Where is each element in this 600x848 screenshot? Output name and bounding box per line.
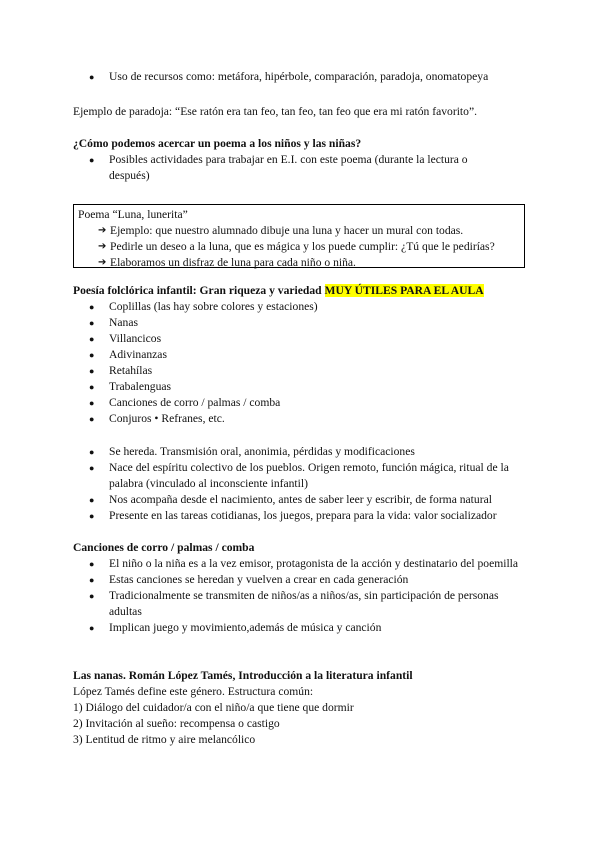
bullet-icon: ● [89, 334, 95, 344]
bullet-icon: ● [89, 318, 95, 328]
list-item: ● Retahílas [89, 364, 153, 377]
bullet-icon: ● [89, 447, 95, 457]
bullet-icon: ● [89, 575, 95, 585]
list-item: ● El niño o la niña es a la vez emisor, protagonista de la acción y destinatario del poemilla [89, 557, 519, 570]
list-item: ● Implican juego y movimiento,además de música y canción [89, 621, 382, 634]
poem-box-item: ➔ Pedirle un deseo a la luna, que es mágica y los puede cumplir: ¿Tú que le pedirías? [98, 240, 495, 253]
nanas-lines [73, 700, 532, 748]
list-item: ● Conjuros • Refranes, etc. [89, 412, 225, 425]
bullet-icon: ● [89, 398, 95, 408]
list-item: ● Estas canciones se heredan y vuelven a crear en cada generación [89, 573, 409, 586]
section-heading-songs: Canciones de corro / palmas / comba [73, 541, 255, 554]
list-item: ● Tradicionalmente se transmiten de niños/as a niños/as, sin participación de personas adultas [89, 589, 499, 618]
arrow-icon: ➔ [98, 225, 107, 236]
bullet-icon: ● [89, 511, 95, 521]
poem-box-item: ➔ Elaboramos un disfraz de luna para cada niño o niña. [98, 256, 356, 269]
section-heading-poem: ¿Cómo podemos acercar un poema a los niños y las niñas? [73, 137, 362, 150]
bullet-icon: ● [89, 591, 95, 601]
nanas-intro: López Tamés define este género. Estructura común: [73, 685, 314, 698]
list-item: ● Adivinanzas [89, 348, 167, 361]
list-item: ● Uso de recursos como: metáfora, hipérbole, comparación, paradoja, onomatopeya [89, 70, 489, 83]
bullet-icon: ● [89, 463, 95, 473]
folk-genres-list [73, 299, 532, 427]
list-item: ● Posibles actividades para trabajar en E.I. con este poema (durante la lectura o después) [89, 153, 468, 182]
list-item: ● Canciones de corro / palmas / comba [89, 396, 281, 409]
list-item: ● Nace del espíritu colectivo de los pueblos. Origen remoto, función mágica, ritual de la palabra (vinculado al inconsciente infantil) [89, 461, 509, 490]
bullet-icon: ● [89, 155, 95, 165]
bullet-icon: ● [89, 350, 95, 360]
section-heading-folk: Poesía folclórica infantil: Gran riqueza y variedad MUY ÚTILES PARA EL AULA [73, 284, 484, 297]
bullet-icon: ● [89, 366, 95, 376]
section-heading-nanas: Las nanas. Román López Tamés, Introducción a la literatura infantil [73, 669, 413, 682]
list-item: ● Coplillas (las hay sobre colores y estaciones) [89, 300, 318, 313]
list-item: ● Trabalenguas [89, 380, 172, 393]
highlight-label: MUY ÚTILES PARA EL AULA [324, 284, 484, 297]
folk-features-list [73, 444, 532, 524]
bullet-icon: ● [89, 623, 95, 633]
bullet-icon: ● [89, 382, 95, 392]
bullet-icon: ● [89, 72, 95, 82]
arrow-icon: ➔ [98, 257, 107, 268]
bullet-icon: ● [89, 414, 95, 424]
poem-box [73, 204, 525, 268]
bullet-icon: ● [89, 559, 95, 569]
poem-box-item: ➔ Ejemplo: que nuestro alumnado dibuje una luna y hacer un mural con todas. [98, 224, 464, 237]
poem-activities-list [73, 152, 490, 184]
list-item: ● Villancicos [89, 332, 162, 345]
list-item: ● Se hereda. Transmisión oral, anonimia, pérdidas y modificaciones [89, 445, 415, 458]
list-item: ● Nos acompaña desde el nacimiento, antes de saber leer y escribir, de forma natural [89, 493, 492, 506]
bullet-icon: ● [89, 302, 95, 312]
list-item: ● Presente en las tareas cotidianas, los juegos, prepara para la vida: valor socializador [89, 509, 497, 522]
arrow-icon: ➔ [98, 241, 107, 252]
poem-box-title: Poema “Luna, lunerita” [78, 208, 188, 221]
paradox-example: Ejemplo de paradoja: “Ese ratón era tan feo, tan feo, tan feo que era mi ratón favorito”. [73, 105, 477, 118]
songs-list [73, 556, 532, 636]
nanas-line: 3) Lentitud de ritmo y aire melancólico [73, 733, 256, 746]
nanas-line: 1) Diálogo del cuidador/a con el niño/a que tiene que dormir [73, 701, 354, 714]
list-item: ● Nanas [89, 316, 138, 329]
nanas-line: 2) Invitación al sueño: recompensa o castigo [73, 717, 280, 730]
top-bullet-list [73, 69, 532, 85]
bullet-icon: ● [89, 495, 95, 505]
